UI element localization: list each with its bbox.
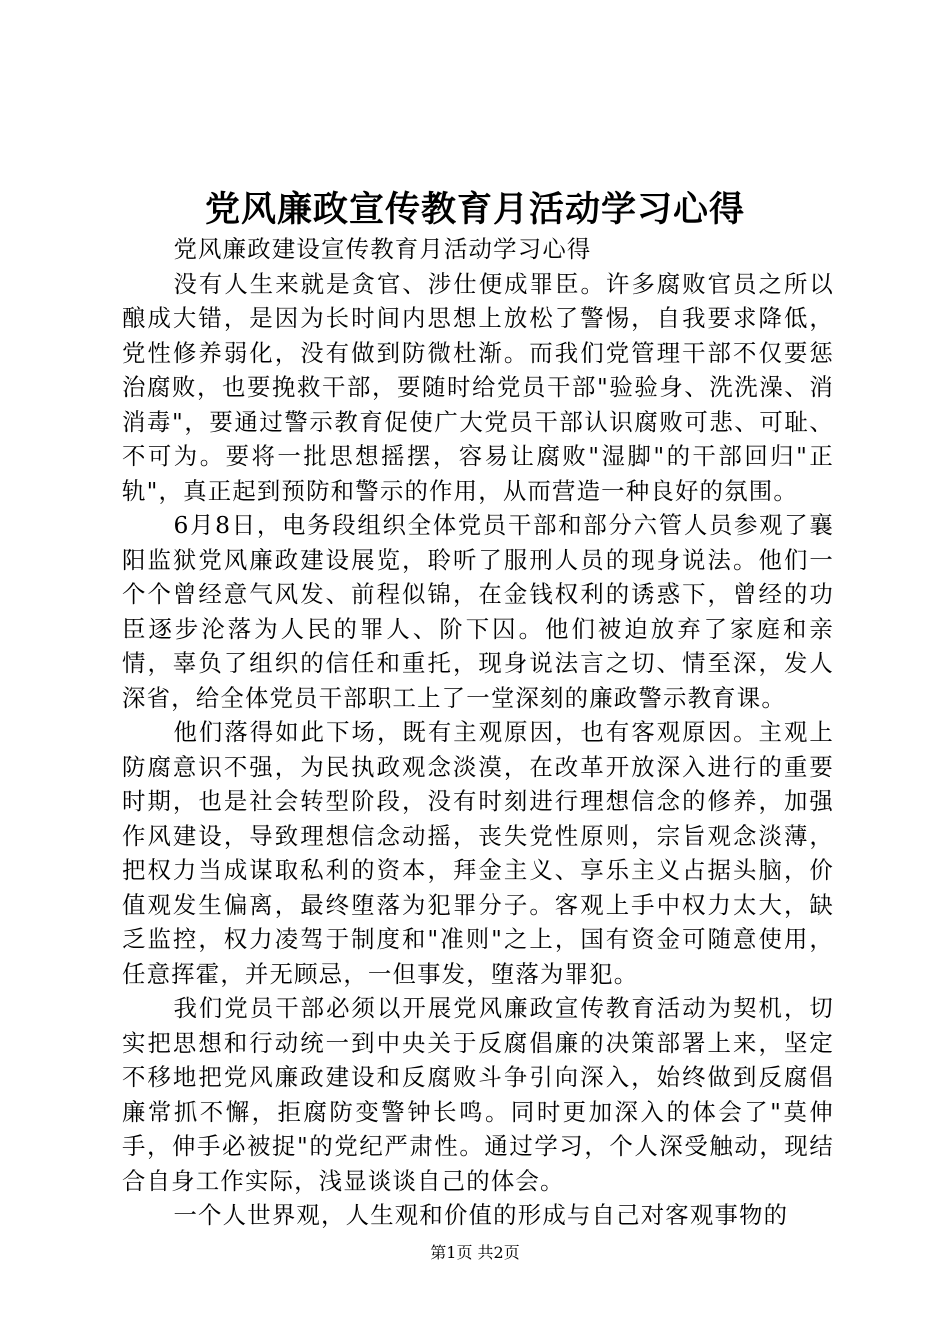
paragraph-subtitle: 党风廉政建设宣传教育月活动学习心得 (173, 235, 592, 263)
paragraph: 一个人世界观，人生观和价值的形成与自己对客观事物的 (173, 1201, 789, 1229)
document-body (122, 232, 834, 1233)
paragraph: 我们党员干部必须以开展党风廉政宣传教育活动为契机，切实把思想和行动统一到中央关于反腐倡廉的决策部署上来，坚定不移地把党风廉政建设和反腐败斗争引向深入，始终做到反腐倡廉常抓不懈，拒腐防变警钟长鸣。同时更加深入的体会了"莫伸手，伸手必被捉"的党纪严肃性。通过学习，个人深受触动，现结合自身工作实际，浅显谈谈自己的体会。 (122, 994, 834, 1195)
document-title: 党风廉政宣传教育月活动学习心得 (204, 189, 745, 230)
paragraph: 没有人生来就是贪官、涉仕便成罪臣。许多腐败官员之所以酿成大错，是因为长时间内思想上放松了警惕，自我要求降低，党性修养弱化，没有做到防微杜渐。而我们党管理干部不仅要惩治腐败，也要挽救干部，要随时给党员干部"验验身、洗洗澡、消消毒"，要通过警示教育促使广大党员干部认识腐败可悲、可耻、不可为。要将一批思想摇摆，容易让腐败"湿脚"的干部回归"正轨"，真正起到预防和警示的作用，从而营造一种良好的氛围。 (122, 269, 834, 505)
paragraph: 他们落得如此下场，既有主观原因，也有客观原因。主观上防腐意识不强，为民执政观念淡漠，在改革开放深入进行的重要时期，也是社会转型阶段，没有时刻进行理想信念的修养，加强作风建设，导致理想信念动摇，丧失党性原则，宗旨观念淡薄，把权力当成谋取私利的资本，拜金主义、享乐主义占据头脑，价值观发生偏离，最终堕落为犯罪分子。客观上手中权力太大，缺乏监控，权力凌驾于制度和"准则"之上，国有资金可随意使用，任意挥霍，并无顾忌，一但事发，堕落为罪犯。 (122, 718, 834, 988)
page-footer: 第1页 共2页 (430, 1243, 520, 1262)
paragraph: 6月8日，电务段组织全体党员干部和部分六管人员参观了襄阳监狱党风廉政建设展览，聆听了服刑人员的现身说法。他们一个个曾经意气风发、前程似锦，在金钱权利的诱惑下，曾经的功臣逐步沦落为人民的罪人、阶下囚。他们被迫放弃了家庭和亲情，辜负了组织的信任和重托，现身说法言之切、情至深，发人深省，给全体党员干部职工上了一堂深刻的廉政警示教育课。 (122, 511, 834, 712)
